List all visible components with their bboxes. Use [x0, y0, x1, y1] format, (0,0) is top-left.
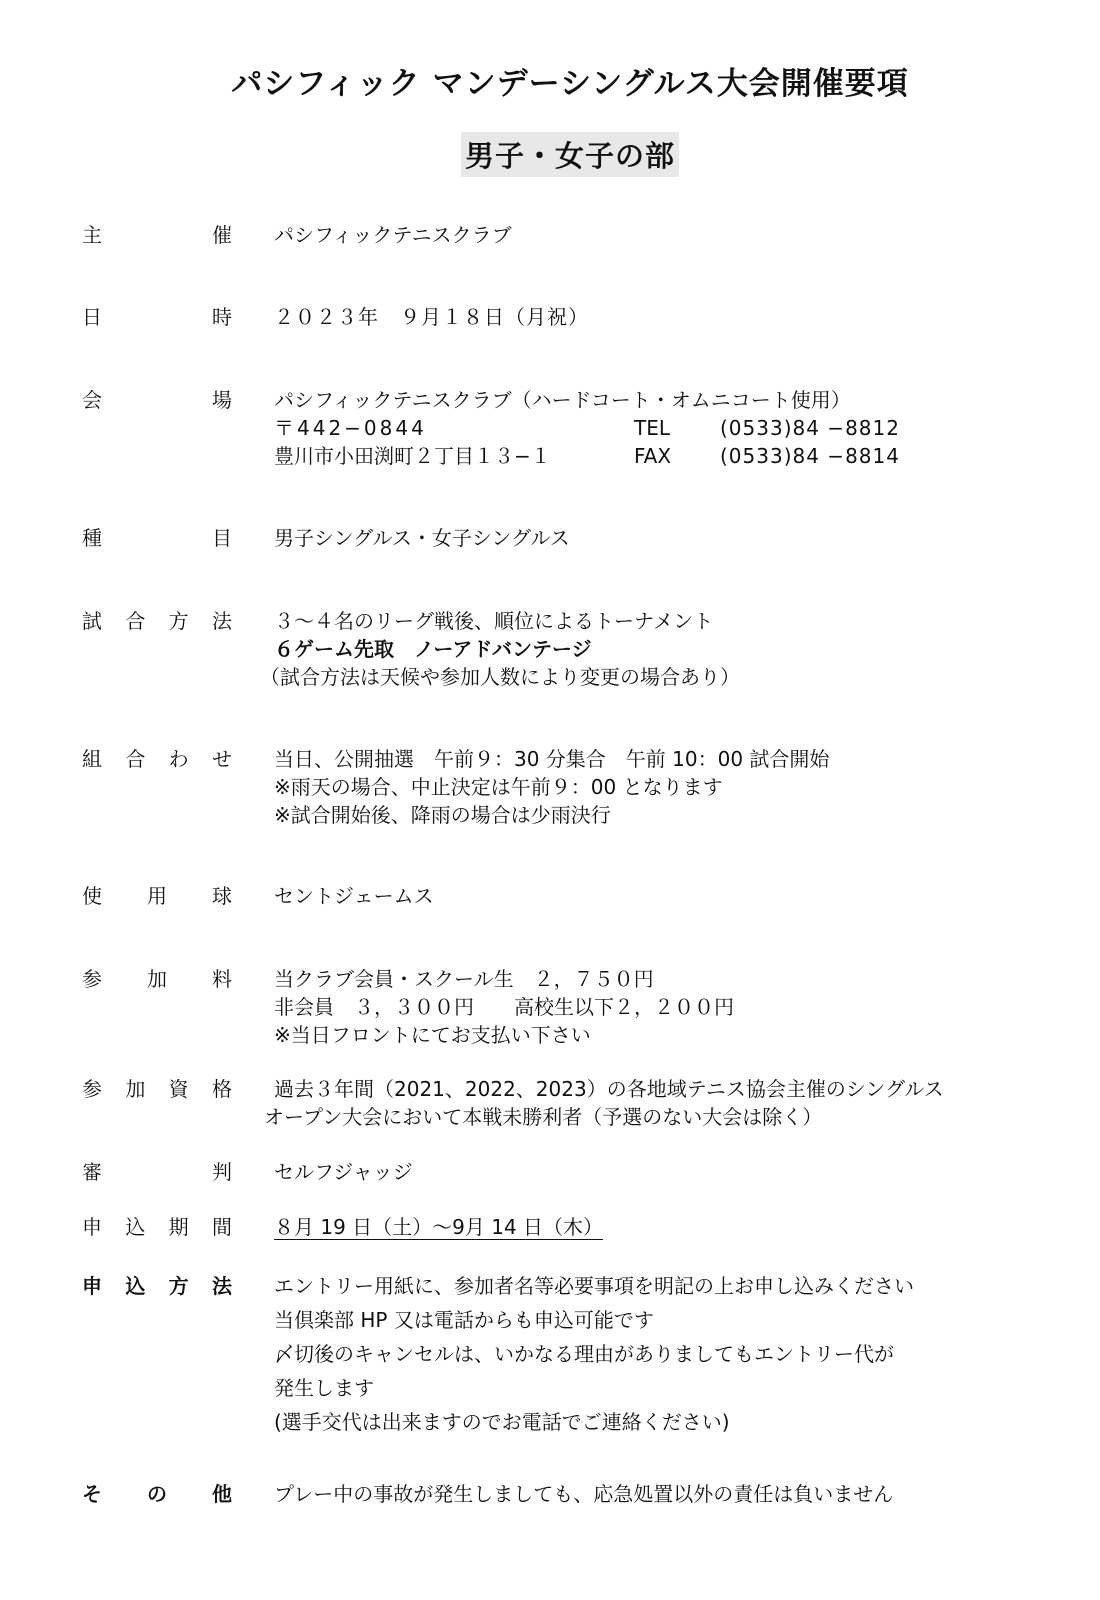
ball-label: 使 用 球: [82, 884, 232, 908]
umpire-label: 審 判: [82, 1160, 232, 1184]
method-line-2: 当倶楽部 HP 又は電話からも申込可能です: [274, 1308, 654, 1332]
eligibility-line-2: オープン大会において本戦未勝利者（予選のない大会は除く）: [264, 1105, 823, 1129]
draw-label: 組 合 わ せ: [82, 747, 232, 771]
section-format: [82, 607, 1072, 697]
fee-line-1: 当クラブ会員・スクール生 ２，７５０円: [274, 967, 654, 991]
datetime-label: 日 時: [82, 305, 232, 329]
fee-line-2: 非会員 ３，３００円 高校生以下２，２００円: [274, 995, 734, 1019]
venue-postal: 〒442−0844: [274, 416, 427, 440]
format-label: 試 合 方 法: [82, 609, 232, 633]
umpire-value: セルフジャッジ: [274, 1160, 413, 1184]
section-draw: [82, 745, 1072, 835]
period-label: 申 込 期 間: [82, 1215, 232, 1239]
method-line-5: (選手交代は出来ますのでお電話でご連絡ください): [274, 1410, 730, 1434]
method-line-3: 〆切後のキャンセルは、いかなる理由がありましてもエントリー代が: [274, 1342, 894, 1366]
fee-line-3: ※当日フロントにてお支払い下さい: [274, 1023, 591, 1047]
eligibility-line-1: 過去３年間（2021、2022、2023）の各地域テニス協会主催のシングルス: [274, 1077, 944, 1101]
tel-label: TEL: [634, 416, 670, 440]
organizer-value: パシフィックテニスクラブ: [274, 223, 512, 247]
eligibility-label: 参 加 資 格: [82, 1077, 232, 1101]
section-method: [82, 1272, 1072, 1442]
fax-number: (0533)84 −8814: [720, 444, 900, 468]
format-line-2: ６ゲーム先取 ノーアドバンテージ: [274, 637, 592, 661]
organizer-label: 主 催: [82, 223, 232, 247]
method-line-1: エントリー用紙に、参加者名等必要事項を明記の上お申し込みください: [274, 1274, 914, 1298]
draw-line-2: ※雨天の場合、中止決定は午前９：00 となります: [274, 775, 723, 799]
ball-value: セントジェームス: [274, 884, 434, 908]
other-label: そ の 他: [82, 1482, 232, 1506]
events-value: 男子シングルス・女子シングルス: [274, 526, 570, 550]
document-title: パシフィック マンデーシングルス大会開催要項: [231, 66, 909, 102]
venue-name: パシフィックテニスクラブ（ハードコート・オムニコート使用）: [274, 388, 851, 412]
fee-label: 参 加 料: [82, 967, 232, 991]
datetime-value: ２０２３年 ９月１８日（月祝）: [274, 305, 589, 329]
subtitle-wrap: [0, 132, 1100, 177]
method-line-4: 発生します: [274, 1376, 374, 1400]
tel-number: (0533)84 −8812: [720, 416, 900, 440]
venue-label: 会 場: [82, 388, 232, 412]
method-label: 申 込 方 法: [82, 1274, 232, 1298]
document-subtitle: 男子・女子の部: [461, 132, 679, 177]
events-label: 種 目: [82, 526, 232, 550]
other-value: プレー中の事故が発生しましても、応急処置以外の責任は負いません: [274, 1482, 894, 1506]
section-fee: [82, 965, 1072, 1055]
period-value: ８月 19 日（土）〜9月 14 日（木）: [274, 1215, 604, 1239]
fax-label: FAX: [634, 444, 672, 468]
format-line-1: ３〜４名のリーグ戦後、順位によるトーナメント: [274, 609, 714, 633]
venue-address: 豊川市小田渕町２丁目１３−１: [274, 444, 551, 468]
section-eligibility: [82, 1075, 1072, 1135]
draw-line-3: ※試合開始後、降雨の場合は少雨決行: [274, 803, 611, 827]
format-line-3: （試合方法は天候や参加人数により変更の場合あり）: [260, 665, 740, 689]
section-venue: [82, 386, 1072, 476]
draw-line-1: 当日、公開抽選 午前９：30 分集合 午前 10：00 試合開始: [274, 747, 830, 771]
